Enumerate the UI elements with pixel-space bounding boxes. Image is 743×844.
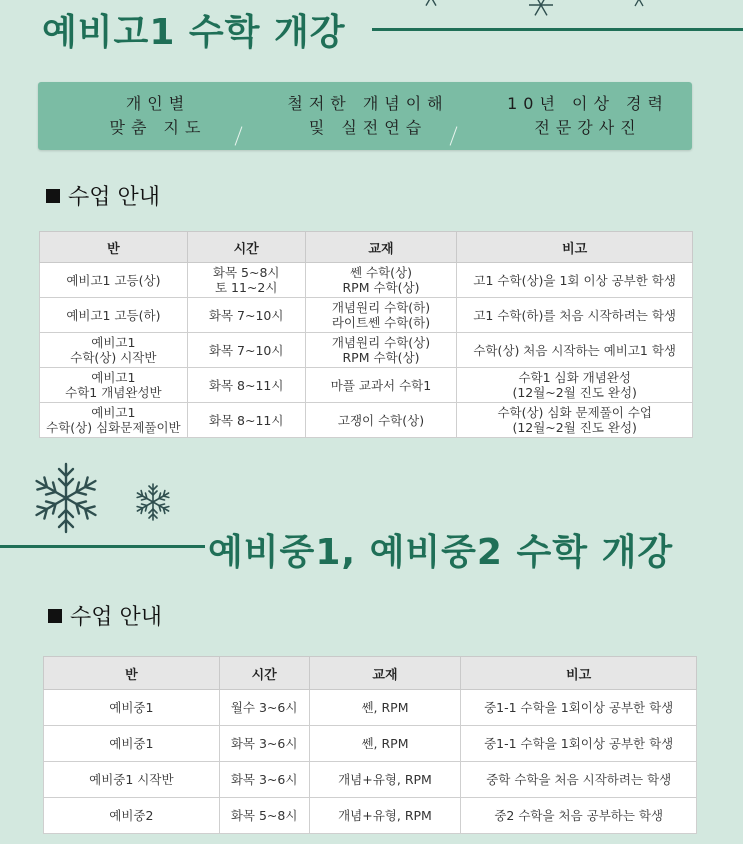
note-cell: 수학(상) 심화 문제풀이 수업 (12월~2월 진도 완성) [457,403,693,438]
book-cell: 쎈, RPM [309,690,461,726]
class-cell: 예비고1 고등(상) [40,263,188,298]
note-cell: 중1-1 수학을 1회이상 공부한 학생 [461,690,697,726]
feature-item: 철저한 개념이해 및 실전연습 [287,94,449,137]
table-row [44,690,697,726]
note-cell: 중학 수학을 처음 시작하려는 학생 [461,762,697,798]
book-cell: 마플 교과서 수학1 [305,368,457,403]
note-cell: 수학(상) 처음 시작하는 예비고1 학생 [457,333,693,368]
book-cell: 개념원리 수학(상) RPM 수학(상) [305,333,457,368]
feature-item: 개인별 맞춤 지도 [109,94,207,137]
table-row [40,263,693,298]
class-cell: 예비고1 수학1 개념완성반 [40,368,188,403]
class-cell: 예비중2 [44,798,220,834]
title-underline [0,545,205,548]
note-cell: 중2 수학을 처음 공부하는 학생 [461,798,697,834]
note-cell: 고1 수학(상)을 1회 이상 공부한 학생 [457,263,693,298]
snowflake-icon [630,0,648,8]
class-cell: 예비고1 수학(상) 시작반 [40,333,188,368]
table-row [44,762,697,798]
snowflake-icon [528,0,554,18]
bullet-square-icon [48,609,62,623]
feature-item: 10년 이상 경력 전문강사진 [507,94,669,137]
bullet-square-icon [46,189,60,203]
class-cell: 예비고1 수학(상) 심화문제풀이반 [40,403,188,438]
header-book: 교재 [309,657,461,690]
note-cell: 고1 수학(하)를 처음 시작하려는 학생 [457,298,693,333]
class-table [43,656,697,834]
class-table [39,231,693,438]
header-class: 반 [44,657,220,690]
class-cell: 예비중1 시작반 [44,762,220,798]
note-cell: 수학1 심화 개념완성 (12월~2월 진도 완성) [457,368,693,403]
time-cell: 화목 8~11시 [187,368,305,403]
time-cell: 화목 5~8시 [219,798,309,834]
class-cell: 예비중1 [44,690,220,726]
time-cell: 화목 5~8시 토 11~2시 [187,263,305,298]
class-cell: 예비중1 [44,726,220,762]
note-cell: 중1-1 수학을 1회이상 공부한 학생 [461,726,697,762]
section2-title: 예비중1, 예비중2 수학 개강 [208,532,674,573]
header-note: 비고 [461,657,697,690]
table-row [40,403,693,438]
snowflake-icon [420,0,442,8]
title-underline [372,28,743,31]
book-cell: 쎈, RPM [309,726,461,762]
table-row [44,798,697,834]
time-cell: 화목 7~10시 [187,298,305,333]
header-time: 시간 [219,657,309,690]
section1-label: 수업 안내 [46,180,160,211]
table-row [44,726,697,762]
time-cell: 화목 3~6시 [219,762,309,798]
table-row [40,298,693,333]
book-cell: 개념+유형, RPM [309,798,461,834]
header-class: 반 [40,232,188,263]
header-time: 시간 [187,232,305,263]
header-note: 비고 [457,232,693,263]
table-row [40,368,693,403]
table-header-row [44,657,697,690]
time-cell: 화목 7~10시 [187,333,305,368]
time-cell: 화목 3~6시 [219,726,309,762]
section2-label: 수업 안내 [48,600,162,631]
table-header-row [40,232,693,263]
time-cell: 월수 3~6시 [219,690,309,726]
snowflake-icon [133,482,173,522]
book-cell: 쎈 수학(상) RPM 수학(상) [305,263,457,298]
book-cell: 고쟁이 수학(상) [305,403,457,438]
snowflake-icon [28,460,104,536]
book-cell: 개념원리 수학(하) 라이트쎈 수학(하) [305,298,457,333]
book-cell: 개념+유형, RPM [309,762,461,798]
class-cell: 예비고1 고등(하) [40,298,188,333]
section1-title: 예비고1 수학 개강 [42,12,346,53]
time-cell: 화목 8~11시 [187,403,305,438]
table-row [40,333,693,368]
header-book: 교재 [305,232,457,263]
feature-band [38,82,692,150]
